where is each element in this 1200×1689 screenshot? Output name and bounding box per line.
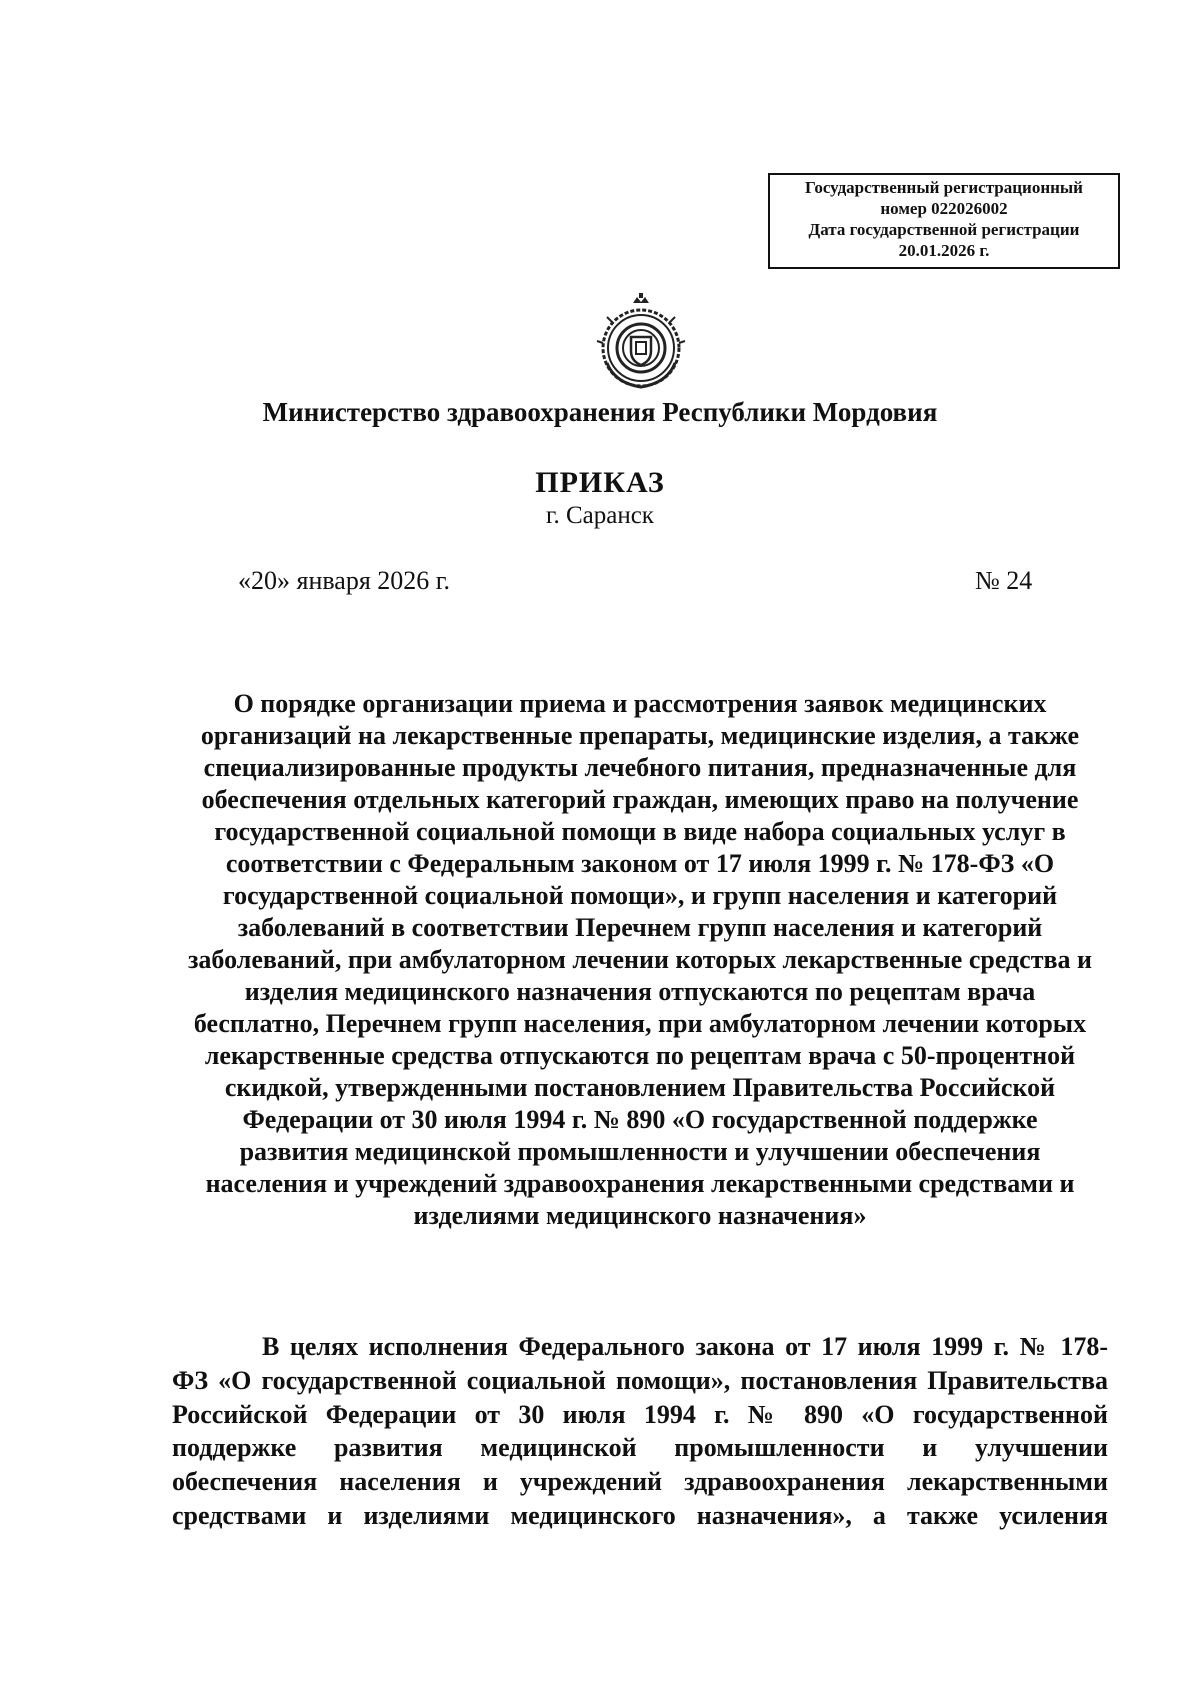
title-line: О порядке организации приема и рассмотрения заявок медицинских [233,689,1047,718]
title-line: бесплатно, Перечнем групп населения, при амбулаторном лечении которых [193,1009,1087,1038]
registration-line-2: номер 022026002 [880,199,1008,218]
title-line: организаций на лекарственные препараты, медицинские изделия, а также [200,721,1080,750]
body-line: поддержке развития медицинской промышленности и улучшении [172,1433,1108,1463]
title-line: Федерации от 30 июля 1994 г. № 890 «О государственной поддержке [242,1105,1038,1134]
document-city: г. Саранск [546,502,654,529]
title-line: лекарственные средства отпускаются по рецептам врача с 50-процентной [204,1041,1076,1070]
registration-line-4: 20.01.2026 г. [898,241,990,260]
title-line: государственной социальной помощи в виде набора социальных услуг в [214,817,1066,846]
body-paragraph [172,1330,1108,1533]
body-line: ФЗ «О государственной социальной помощи», постановления Правительства [172,1365,1108,1395]
coat-of-arms-icon [593,293,689,393]
registration-line-1: Государственный регистрационный [805,178,1083,197]
registration-line-3: Дата государственной регистрации [808,220,1080,239]
document-date: «20» января 2026 г. [238,566,451,595]
body-line: Российской Федерации от 30 июля 1994 г. № 890 «О государственной [172,1399,1108,1429]
title-line: изделия медицинского назначения отпускаются по рецептам врача [244,977,1036,1006]
title-line: специализированные продукты лечебного питания, предназначенные для [203,753,1077,782]
document-title [170,688,1110,1232]
title-line: соответствии с Федеральным законом от 17 июля 1999 г. № 178-ФЗ «О [225,849,1055,878]
body-line: В целях исполнения Федерального закона от 17 июля 1999 г. № 178- [262,1332,1108,1361]
title-line: развития медицинской промышленности и улучшении обеспечения [239,1137,1041,1166]
ministry-name: Министерство здравоохранения Республики Мордовия [262,397,938,427]
title-line: заболеваний, при амбулаторном лечении которых лекарственные средства и [187,945,1093,974]
title-line: заболеваний в соответствии Перечнем групп населения и категорий [237,913,1043,942]
title-line: государственной социальной помощи», и групп населения и категорий [222,881,1058,910]
body-line: средствами и изделиями медицинского назначения», а также усиления [172,1500,1108,1530]
title-line: скидкой, утвержденными постановлением Правительства Российской [224,1073,1056,1102]
title-line: изделиями медицинского назначения» [413,1201,867,1230]
title-line: обеспечения отдельных категорий граждан, имеющих право на получение [201,785,1079,814]
registration-stamp [768,173,1120,269]
document-number: № 24 [975,566,1033,595]
document-type: ПРИКАЗ [535,466,665,499]
title-line: населения и учреждений здравоохранения лекарственными средствами и [205,1169,1075,1198]
body-line: обеспечения населения и учреждений здравоохранения лекарственными [172,1467,1108,1497]
